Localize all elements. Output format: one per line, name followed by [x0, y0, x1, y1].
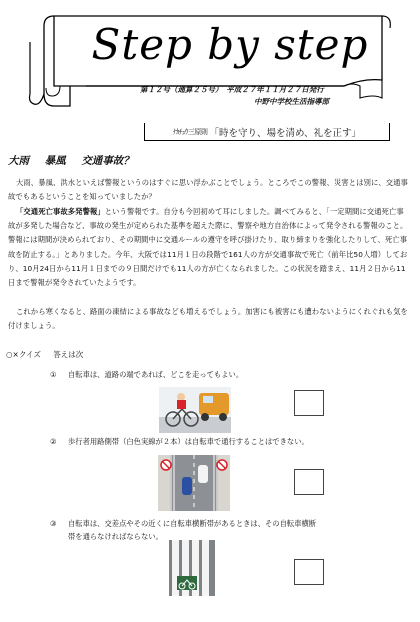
answer-box-3[interactable] — [294, 559, 324, 585]
school-motto — [144, 123, 390, 141]
answer-box-2[interactable] — [294, 469, 324, 495]
cyclist-collision-illustration — [159, 387, 231, 433]
paragraph-intro — [8, 176, 410, 204]
question-text: 歩行者用路側帯（白色実線が２本）は自転車で通行することはできない。 — [68, 437, 309, 446]
question-number: ① — [50, 370, 57, 379]
heading-word-3: 交通事故？ — [81, 155, 134, 167]
quiz-answer-note: 答えは次 — [53, 350, 84, 359]
paragraph-closing-text: これから寒くなると、路面の凍結による事故なども増えるでしょう。加害にも被害にも遭わないようにくれぐれも気を付けましょう。 — [8, 307, 408, 331]
bicycle-crossing-illustration — [169, 540, 215, 596]
motto-label: ﾅｶﾁｭｳ三原則 — [172, 127, 208, 136]
issue-info: 第１２号（通算２５号） 平成２７年１１月２７日発行 — [140, 85, 324, 94]
warning-term: 「交通死亡事故多発警報」 — [16, 207, 105, 216]
heading-word-1: 大雨 — [8, 155, 29, 167]
motto-text: 「時を守り、場を清め、礼を正す」 — [209, 127, 362, 139]
paragraph-closing — [8, 305, 410, 333]
quiz-question-1 — [50, 368, 243, 381]
question-number: ③ — [50, 519, 57, 528]
question-text-continued: 帯を通らなければならない。 — [68, 532, 163, 541]
quiz-title: ○×クイズ — [6, 350, 41, 359]
no-bicycle-road-illustration — [158, 455, 230, 511]
article-heading — [8, 153, 146, 168]
question-text: 自転車は、交差点やその近くに自転車横断帯があるときは、その自転車横断 — [68, 519, 317, 528]
publisher: 中野中学校生活指導部 — [254, 97, 329, 106]
paragraph-warning — [8, 205, 410, 290]
quiz-question-2 — [50, 435, 309, 448]
paragraph-intro-text: 大雨、暴風、洪水といえば警報というのはすぐに思い浮かぶことでしょう。ところでこの警報、災害とは別に、交通事故でもあるということを知っていましたか？ — [8, 178, 408, 202]
newsletter-title: Step by step — [91, 20, 369, 69]
question-text: 自転車は、道路の端であれば、どこを走ってもよい。 — [68, 370, 244, 379]
heading-word-2: 暴風 — [44, 155, 66, 167]
quiz-header — [6, 349, 83, 360]
paragraph-warning-text: という警報です。自分も今回初めて耳にしました。調べてみると、「一定期間に交通死亡事故が多発した場合など、事故の発生が定められた基準を超えた際に、警察や地方自治体によって発令される警報のこと。警報には期間が決められており、その期間中に交通ルールの遵守を呼び掛けたり、取り締まりを強化したりして、死亡事故を防止する。」とありました。今年、大阪では11月１日の段階で161人の方が交通事故で死亡（前年比50人増）しており、10月24日から11月１日までの９日間だけでも11人の方が亡くなられました。この状況を踏まえ、11月２日から11日まで警報が発令されていたようです。 — [8, 207, 408, 288]
question-number: ② — [50, 437, 57, 446]
answer-box-1[interactable] — [294, 390, 324, 416]
